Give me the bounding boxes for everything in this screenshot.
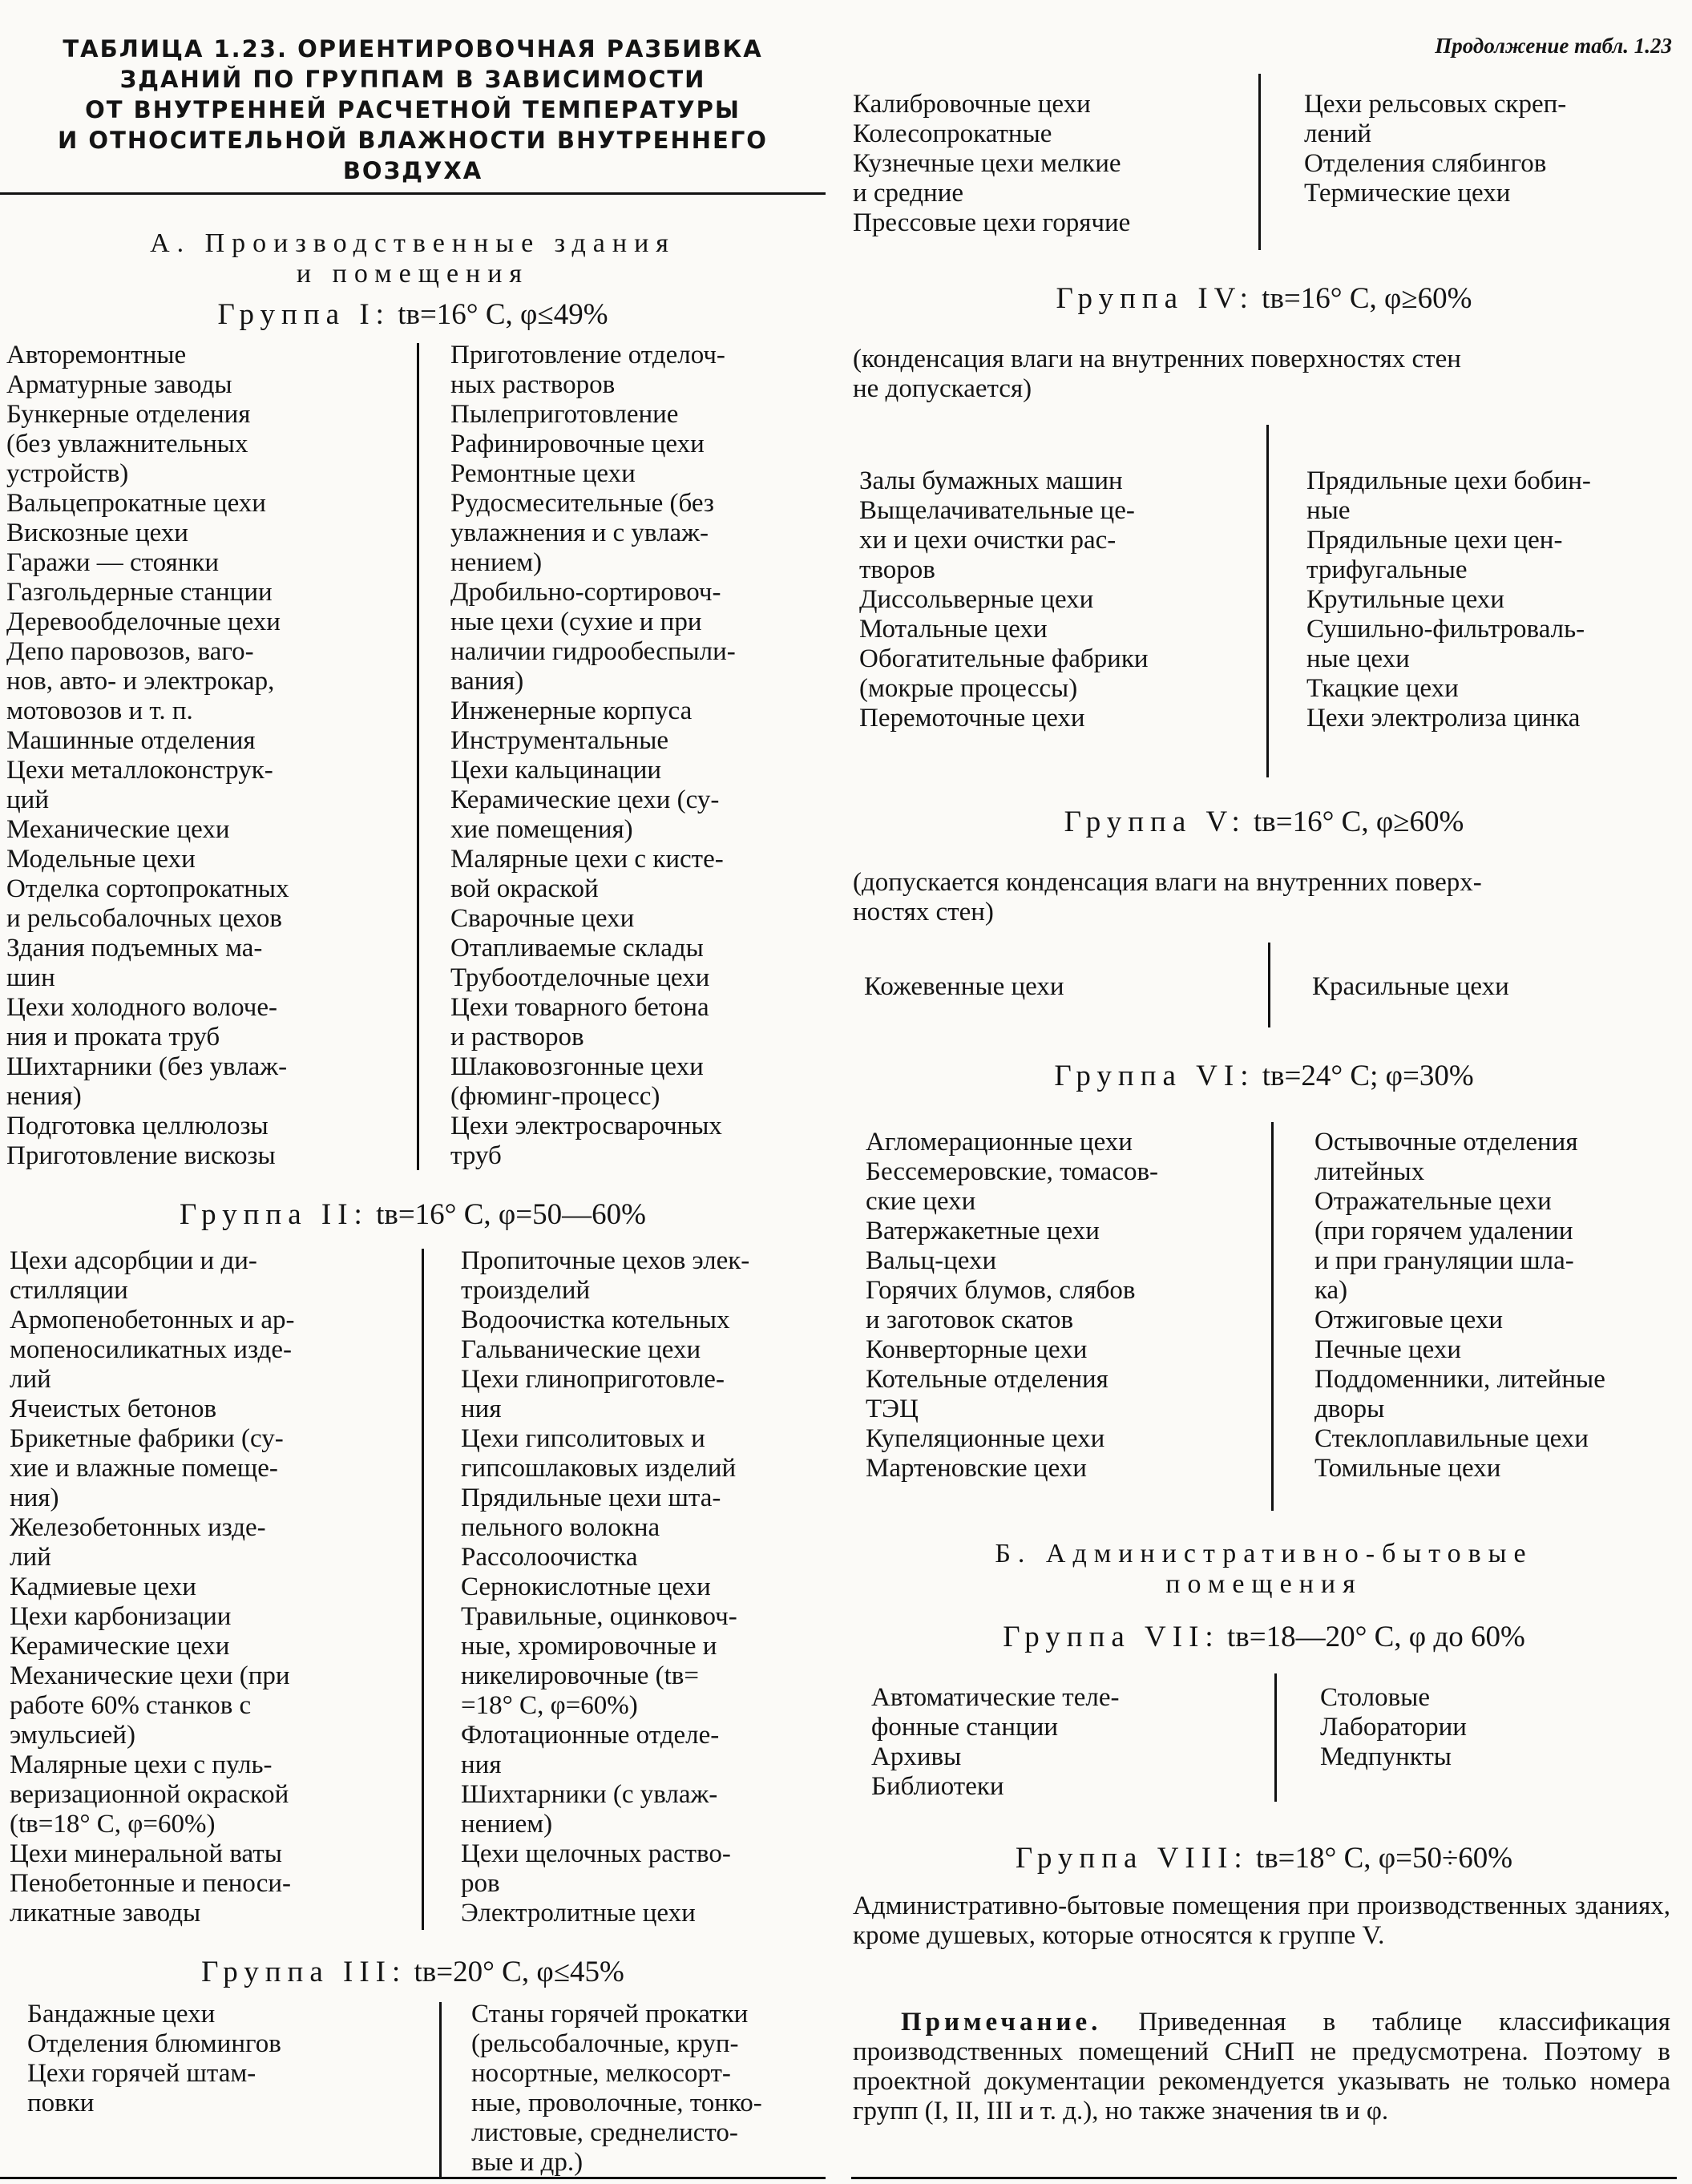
- list-item: Цехи электросварочных: [450, 1112, 722, 1140]
- continuation-label: Продолжение табл. 1.23: [1435, 34, 1672, 58]
- list-item: ные цехи: [1306, 644, 1410, 673]
- list-item: Цехи глиноприготовле-: [461, 1365, 725, 1394]
- list-item: Приготовление вискозы: [6, 1141, 276, 1170]
- right-column: [851, 0, 1677, 2184]
- list-item: вой окраской: [450, 874, 599, 903]
- list-item: трифугальные: [1306, 555, 1468, 584]
- list-item: Депо паровозов, ваго-: [6, 637, 254, 666]
- group-4-left-list: [859, 466, 1236, 733]
- remark-text: Приведенная в таблице классификация производственных помещений СНиП не предусмотрена. Поэтому в проектной документации рекомендуется указывать не только номера групп (I, II, III и т. д.), но также значения tв и φ.: [853, 2008, 1670, 2125]
- list-item: фонные станции: [871, 1713, 1059, 1742]
- list-item: лий: [10, 1543, 51, 1572]
- group-7-heading: Группа VII: tв=18—20° С, φ до 60%: [1003, 1621, 1525, 1653]
- group-3-heading: Группа III: tв=20° С, φ≤45%: [201, 1956, 624, 1988]
- list-item: Купеляционные цехи: [866, 1424, 1105, 1453]
- list-item: Авторемонтные: [6, 341, 187, 369]
- group-2-heading: Группа II: tв=16° С, φ=50—60%: [180, 1198, 646, 1231]
- list-item: нов, авто- и электрокар,: [6, 667, 275, 696]
- list-item: Отражательные цехи: [1314, 1187, 1552, 1216]
- list-item: Вискозные цехи: [6, 519, 188, 547]
- list-item: Отделения слябингов: [1304, 149, 1547, 178]
- list-item: Цехи карбонизации: [10, 1602, 232, 1631]
- list-item: Бункерные отделения: [6, 400, 251, 429]
- list-item: Сушильно-фильтроваль-: [1306, 615, 1585, 644]
- list-item: Рудосмесительные (без: [450, 489, 714, 518]
- list-item: Лаборатории: [1320, 1713, 1467, 1742]
- list-item: Вальцепрокатные цехи: [6, 489, 266, 518]
- list-item: Цехи адсорбции и ди-: [10, 1246, 257, 1275]
- list-item: и при грануляции шла-: [1314, 1246, 1574, 1275]
- list-item: Библиотеки: [871, 1772, 1004, 1801]
- list-item: хие помещения): [450, 815, 633, 844]
- list-item: Вальц-цехи: [866, 1246, 997, 1275]
- list-item: ния: [461, 1750, 502, 1779]
- list-item: и рельсобалочных цехов: [6, 904, 282, 933]
- group-5-divider: [1268, 943, 1270, 1027]
- list-item: Обогатительные фабрики: [859, 644, 1149, 673]
- list-item: Красильные цехи: [1312, 972, 1509, 1001]
- list-item: Медпункты: [1320, 1742, 1452, 1771]
- list-item: Диссольверные цехи: [859, 585, 1094, 614]
- group-6-right-list: [1314, 1128, 1675, 1484]
- group-4-heading: Группа IV: tв=16° С, φ≥60%: [1056, 282, 1472, 315]
- list-item: Дробильно-сортировоч-: [450, 578, 721, 607]
- group-3-left-list: [27, 2000, 404, 2118]
- list-item: Брикетные фабрики (су-: [10, 1424, 284, 1453]
- list-item: хие и влажные помеще-: [10, 1454, 278, 1483]
- list-item: мопеносиликатных изде-: [10, 1335, 292, 1364]
- list-item: ных растворов: [450, 370, 616, 399]
- list-item: Мотальные цехи: [859, 615, 1048, 644]
- list-item: Печные цехи: [1314, 1335, 1462, 1364]
- list-item: никелировочные (tв=: [461, 1661, 699, 1690]
- list-item: ния и проката труб: [6, 1023, 220, 1052]
- list-item: ные: [1306, 496, 1351, 525]
- list-item: Ватержакетные цехи: [866, 1217, 1100, 1245]
- list-item: Стеклоплавильные цехи: [1314, 1424, 1589, 1453]
- list-item: Модельные цехи: [6, 845, 196, 874]
- list-item: пельного волокна: [461, 1513, 660, 1542]
- group-5-note: (допускается конденсация влаги на внутренних поверх- ностях стен): [853, 868, 1482, 926]
- list-item: Здания подъемных ма-: [6, 934, 263, 963]
- remark-heading: Примечание.: [901, 2008, 1102, 2037]
- group-3-continued-right-list: [1304, 90, 1669, 208]
- list-item: Керамические цехи: [10, 1632, 230, 1661]
- list-item: нения): [6, 1082, 82, 1111]
- list-item: лений: [1304, 119, 1372, 148]
- list-item: Цехи электролиза цинка: [1306, 704, 1581, 733]
- group-5-heading: Группа V: tв=16° С, φ≥60%: [1064, 805, 1464, 838]
- list-item: Цехи минеральной ваты: [10, 1839, 282, 1868]
- list-item: Цехи металлоконструк-: [6, 756, 273, 785]
- list-item: Отжиговые цехи: [1314, 1306, 1504, 1334]
- list-item: ций: [6, 785, 49, 814]
- list-item: Сварочные цехи: [450, 904, 635, 933]
- list-item: (рельсобалочные, круп-: [471, 2029, 739, 2058]
- list-item: Армопенобетонных и ар-: [10, 1306, 295, 1334]
- list-item: Колесопрокатные: [853, 119, 1052, 148]
- list-item: и растворов: [450, 1023, 584, 1052]
- list-item: ные, хромировочные и: [461, 1632, 717, 1661]
- list-item: Малярные цехи с кисте-: [450, 845, 724, 874]
- list-item: Отделка сортопрокатных: [6, 874, 289, 903]
- list-item: Термические цехи: [1304, 179, 1511, 208]
- list-item: веризационной окраской: [10, 1780, 289, 1809]
- group-7-right-list: [1320, 1683, 1673, 1772]
- list-item: Отделения блюмингов: [27, 2029, 281, 2058]
- list-item: Горячих блумов, слябов: [866, 1276, 1136, 1305]
- list-item: Трубоотделочные цехи: [450, 963, 710, 992]
- group-5-left-list: [864, 972, 1241, 1002]
- group-4-divider: [1266, 425, 1269, 777]
- list-item: Цехи горячей штам-: [27, 2059, 256, 2088]
- list-item: ликатные заводы: [10, 1899, 201, 1928]
- list-item: Выщелачивательные це-: [859, 496, 1135, 525]
- group-8-text: Административно-бытовые помещения при производственных зданиях, кроме душевых, которые относятся к группе V.: [853, 1891, 1670, 1950]
- list-item: Конверторные цехи: [866, 1335, 1088, 1364]
- list-item: повки: [27, 2089, 95, 2117]
- list-item: Ячеистых бетонов: [10, 1395, 217, 1423]
- group-2-right-list: [461, 1246, 814, 1928]
- list-item: Бандажные цехи: [27, 2000, 216, 2029]
- remark: [853, 2008, 1670, 2126]
- list-item: Отапливаемые склады: [450, 934, 704, 963]
- group-1-right-list: [450, 341, 819, 1171]
- group-8-heading: Группа VIII: tв=18° С, φ=50÷60%: [1015, 1842, 1513, 1875]
- list-item: ские цехи: [866, 1187, 976, 1216]
- list-item: творов: [859, 555, 935, 584]
- list-item: Калибровочные цехи: [853, 90, 1091, 119]
- list-item: работе 60% станков с: [10, 1691, 252, 1720]
- list-item: вания): [450, 667, 524, 696]
- list-item: увлажнения и с увлаж-: [450, 519, 709, 547]
- list-item: Остывочные отделения: [1314, 1128, 1578, 1157]
- list-item: Арматурные заводы: [6, 370, 232, 399]
- list-item: Архивы: [871, 1742, 962, 1771]
- list-item: Приготовление отделоч-: [450, 341, 725, 369]
- list-item: =18° С, φ=60%): [461, 1691, 638, 1720]
- list-item: шин: [6, 963, 55, 992]
- list-item: хи и цехи очистки рас-: [859, 526, 1117, 555]
- list-item: Прядильные цехи цен-: [1306, 526, 1563, 555]
- list-item: мотовозов и т. п.: [6, 696, 193, 725]
- list-item: Поддоменники, литейные: [1314, 1365, 1605, 1394]
- list-item: ные, проволочные, тонко-: [471, 2089, 762, 2117]
- list-item: и средние: [853, 179, 964, 208]
- list-item: Кожевенные цехи: [864, 972, 1064, 1001]
- list-item: литейных: [1314, 1157, 1425, 1186]
- list-item: Котельные отделения: [866, 1365, 1108, 1394]
- list-item: носортные, мелкосорт-: [471, 2059, 731, 2088]
- list-item: Пылеприготовление: [450, 400, 679, 429]
- list-item: Цехи гипсолитовых и: [461, 1424, 705, 1453]
- list-item: Перемоточные цехи: [859, 704, 1085, 733]
- list-item: Агломерационные цехи: [866, 1128, 1133, 1157]
- list-item: (без увлажнительных: [6, 430, 248, 458]
- list-item: Гальванические цехи: [461, 1335, 701, 1364]
- list-item: Шлаковозгонные цехи: [450, 1052, 704, 1081]
- list-item: ТЭЦ: [866, 1395, 919, 1423]
- group-4-note: (конденсация влаги на внутренних поверхностях стен не допускается): [853, 345, 1461, 403]
- list-item: Шихтарники (с увлаж-: [461, 1780, 718, 1809]
- group-4-right-list: [1306, 466, 1671, 733]
- list-item: Пропиточные цехов элек-: [461, 1246, 750, 1275]
- list-item: Механические цехи (при: [10, 1661, 290, 1690]
- group-6-left-list: [866, 1128, 1242, 1484]
- list-item: (при горячем удалении: [1314, 1217, 1573, 1245]
- list-item: Газгольдерные станции: [6, 578, 273, 607]
- list-item: Прядильные цехи шта-: [461, 1484, 721, 1512]
- group-7-divider: [1274, 1673, 1277, 1802]
- group-1-heading: Группа I: tв=16° С, φ≤49%: [217, 298, 608, 331]
- list-item: Электролитные цехи: [461, 1899, 696, 1928]
- group-3-divider: [439, 2002, 442, 2178]
- group-2-left-list: [10, 1246, 374, 1928]
- list-item: Гаражи — стоянки: [6, 548, 220, 577]
- list-item: Травильные, оцинковоч-: [461, 1602, 737, 1631]
- list-item: Мартеновские цехи: [866, 1454, 1087, 1483]
- list-item: листовые, среднелисто-: [471, 2118, 738, 2147]
- list-item: эмульсией): [10, 1721, 135, 1750]
- group-7-left-list: [871, 1683, 1248, 1802]
- list-item: Деревообделочные цехи: [6, 608, 281, 636]
- list-item: Флотационные отделе-: [461, 1721, 720, 1750]
- title-rule: [0, 192, 826, 195]
- list-item: вые и др.): [471, 2148, 584, 2177]
- group-1-left-list: [6, 341, 367, 1171]
- list-item: гипсошлаковых изделий: [461, 1454, 737, 1483]
- list-item: ка): [1314, 1276, 1348, 1305]
- group-6-divider: [1271, 1122, 1274, 1511]
- list-item: Шихтарники (без увлаж-: [6, 1052, 288, 1081]
- left-column: [0, 0, 832, 2184]
- list-item: нением): [450, 548, 543, 577]
- list-item: Рафинировочные цехи: [450, 430, 705, 458]
- group-3-right-list: [471, 2000, 824, 2178]
- list-item: труб: [450, 1141, 502, 1170]
- list-item: Прессовые цехи горячие: [853, 208, 1131, 237]
- list-item: Малярные цехи с пуль-: [10, 1750, 273, 1779]
- list-item: Цехи товарного бетона: [450, 993, 709, 1022]
- list-item: Ткацкие цехи: [1306, 674, 1459, 703]
- list-item: троизделий: [461, 1276, 591, 1305]
- list-item: и заготовок скатов: [866, 1306, 1074, 1334]
- list-item: Пенобетонные и пеноси-: [10, 1869, 292, 1898]
- list-item: Подготовка целлюлозы: [6, 1112, 269, 1140]
- list-item: Прядильные цехи бобин-: [1306, 466, 1591, 495]
- list-item: Машинные отделения: [6, 726, 256, 755]
- group-2-divider: [422, 1249, 424, 1930]
- list-item: Водоочистка котельных: [461, 1306, 730, 1334]
- list-item: Станы горячей прокатки: [471, 2000, 749, 2029]
- section-a-title: А. Производственные здания и помещения: [150, 228, 676, 289]
- list-item: Керамические цехи (су-: [450, 785, 720, 814]
- list-item: Цехи рельсовых скреп-: [1304, 90, 1567, 119]
- group-6-heading: Группа VI: tв=24° С; φ=30%: [1054, 1060, 1474, 1092]
- list-item: (tв=18° С, φ=60%): [10, 1810, 216, 1839]
- list-item: лий: [10, 1365, 51, 1394]
- group-1-divider: [417, 343, 419, 1170]
- list-item: Залы бумажных машин: [859, 466, 1123, 495]
- group-3-continued-left-list: [853, 90, 1230, 238]
- list-item: Кадмиевые цехи: [10, 1572, 196, 1601]
- list-item: нением): [461, 1810, 553, 1839]
- list-item: ния: [461, 1395, 502, 1423]
- list-item: Автоматические теле-: [871, 1683, 1120, 1712]
- section-b-title: Б. Административно-бытовые помещения: [995, 1539, 1533, 1599]
- list-item: Цехи холодного волоче-: [6, 993, 277, 1022]
- list-item: ные цехи (сухие и при: [450, 608, 702, 636]
- group-5-right-list: [1312, 972, 1673, 1002]
- list-item: (фюминг-процесс): [450, 1082, 660, 1111]
- list-item: Кузнечные цехи мелкие: [853, 149, 1121, 178]
- list-item: Инженерные корпуса: [450, 696, 693, 725]
- list-item: устройств): [6, 459, 129, 488]
- list-item: Цехи кальцинации: [450, 756, 662, 785]
- table-title: ТАБЛИЦА 1.23. ОРИЕНТИРОВОЧНАЯ РАЗБИВКА ЗДАНИЙ ПО ГРУППАМ В ЗАВИСИМОСТИ ОТ ВНУТРЕННЕЙ РАСЧЕТНОЙ ТЕМПЕРАТУРЫ И ОТНОСИТЕЛЬНОЙ ВЛАЖНОСТИ ВНУТРЕННЕГО ВОЗДУХА: [58, 35, 768, 184]
- list-item: Крутильные цехи: [1306, 585, 1504, 614]
- list-item: стилляции: [10, 1276, 128, 1305]
- list-item: Цехи щелочных раство-: [461, 1839, 731, 1868]
- list-item: Железобетонных изде-: [10, 1513, 266, 1542]
- list-item: дворы: [1314, 1395, 1385, 1423]
- group-3-continued-divider: [1258, 74, 1261, 250]
- left-bottom-rule: [0, 2177, 826, 2179]
- list-item: Сернокислотные цехи: [461, 1572, 711, 1601]
- list-item: (мокрые процессы): [859, 674, 1078, 703]
- list-item: ния): [10, 1484, 59, 1512]
- list-item: наличии гидрообеспыли-: [450, 637, 736, 666]
- list-item: Инструментальные: [450, 726, 669, 755]
- list-item: ров: [461, 1869, 500, 1898]
- list-item: Рассолоочистка: [461, 1543, 638, 1572]
- list-item: Механические цехи: [6, 815, 230, 844]
- right-bottom-rule: [851, 2177, 1677, 2179]
- list-item: Ремонтные цехи: [450, 459, 636, 488]
- list-item: Столовые: [1320, 1683, 1430, 1712]
- list-item: Бессемеровские, томасов-: [866, 1157, 1159, 1186]
- list-item: Томильные цехи: [1314, 1454, 1501, 1483]
